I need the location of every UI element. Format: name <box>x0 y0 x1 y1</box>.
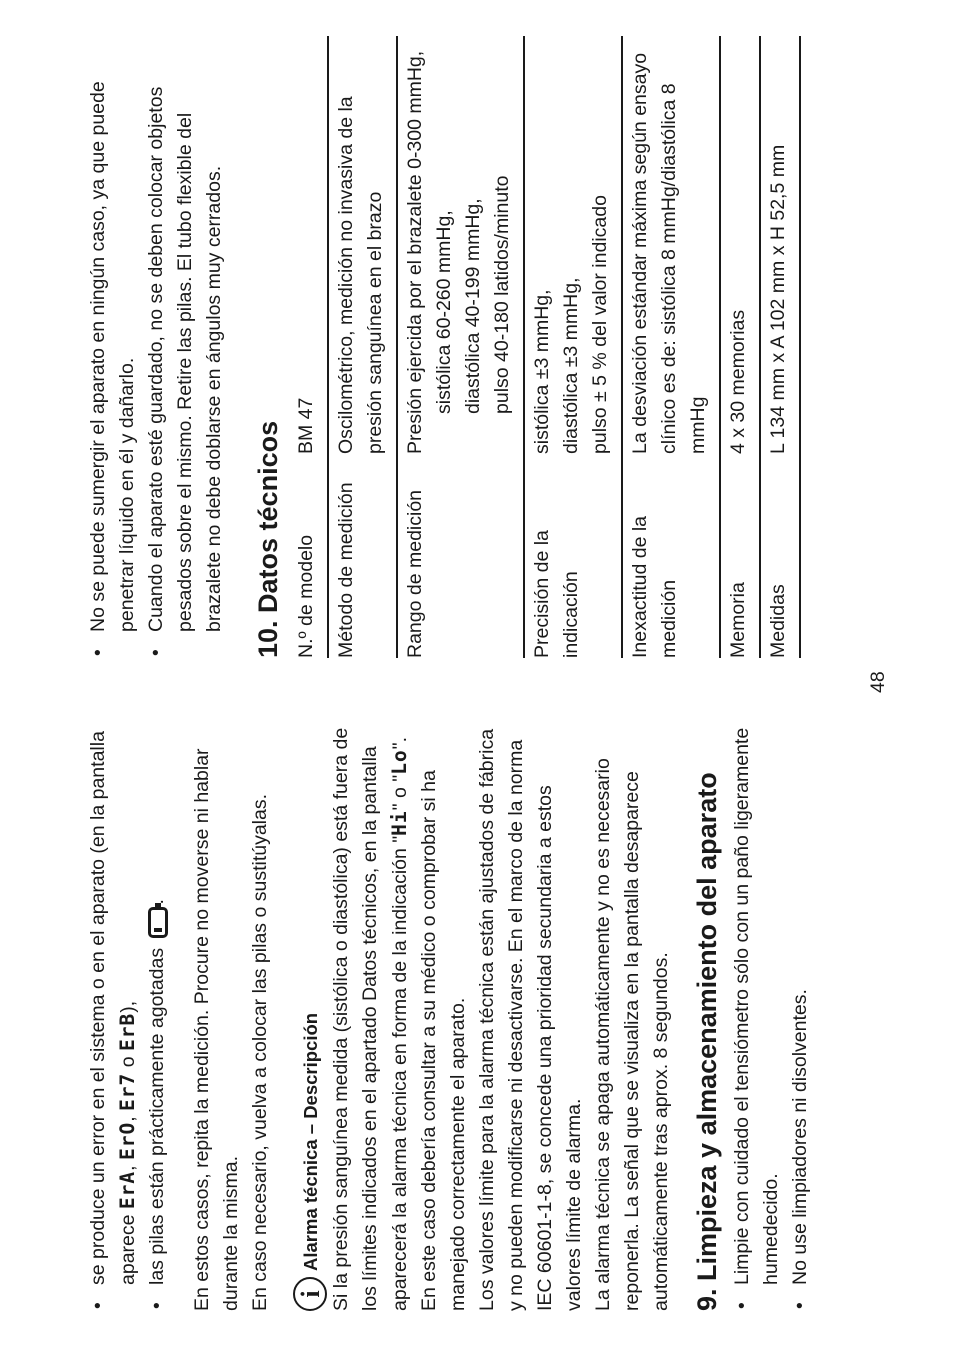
left-column <box>84 721 815 1311</box>
table-row <box>397 36 524 658</box>
alarm-paragraph: La alarma técnica se apaga automáticamente y no es necesario reponerla. La señal que se visualiza en la pantalla desaparece automáticamente tras aprox. 8 segundos. <box>592 758 672 1311</box>
table-row <box>720 36 760 658</box>
hi-code: Hi <box>388 810 411 836</box>
separator: , <box>117 1160 139 1171</box>
spec-label: Método de medición <box>328 454 397 658</box>
section-10-title: 10. Datos técnicos <box>253 420 283 658</box>
spec-label: Memoria <box>720 454 760 658</box>
table-row <box>289 36 328 658</box>
specs-table <box>289 36 801 658</box>
separator: , <box>117 1110 139 1122</box>
spec-value: La desviación estándar máxima según ensayo clínico es de: sistólica 8 mmHg/diastólica 8 mmHg <box>622 36 720 454</box>
paragraph: En caso necesario, vuelva a colocar las pilas o sustitúyalas. <box>249 793 271 1311</box>
table-row <box>622 36 720 658</box>
right-column <box>84 36 801 658</box>
spec-value: Oscilométrico, medición no invasiva de la presión sanguínea en el brazo <box>328 36 397 454</box>
spec-value: L 134 mm x A 102 mm x H 52,5 mm <box>760 36 800 454</box>
info-title: Alarma técnica – Descripción <box>299 1012 321 1271</box>
info-icon: i <box>293 1277 327 1311</box>
paragraph: En estos casos, repita la medición. Procure no moverse ni hablar durante la misma. <box>191 748 242 1311</box>
spec-value: BM 47 <box>295 397 317 454</box>
list-item <box>84 721 143 1311</box>
spec-line: diastólica 40-199 mmHg, <box>462 198 484 414</box>
spec-value <box>397 36 524 454</box>
spec-label: Precisión de la indicación <box>524 454 622 658</box>
spec-line: Presión ejercida por el brazalete 0-300 mmHg, <box>404 50 426 454</box>
error-code-er7: Er7 <box>116 1072 139 1111</box>
table-row <box>328 36 397 658</box>
spec-label: Medidas <box>760 454 800 658</box>
spec-line: sistólica 60-260 mmHg, <box>433 210 455 414</box>
list-item: • Limpie con cuidado el tensiómetro sólo con un paño ligeramente humedecido. <box>728 721 786 1311</box>
error-bullets <box>84 721 172 1311</box>
bullet-text-end: ), <box>117 1000 139 1013</box>
alarm-paragraph <box>327 721 473 1311</box>
spec-line: pulso 40-180 latidos/minuto <box>491 175 513 414</box>
bullet-text: se produce un error en el sistema o en el aparato (en la pantalla aparece <box>87 731 139 1285</box>
info-heading <box>293 721 327 1311</box>
alarm-text: " o " <box>389 774 411 811</box>
error-code-era: ErA <box>116 1170 139 1210</box>
battery-low-icon <box>148 907 168 938</box>
error-code-erb: ErB <box>116 1012 139 1052</box>
bullet-text: las pilas están prácticamente agotadas <box>146 942 168 1285</box>
alarm-paragraph: Los valores límite para la alarma técnica están ajustados de fábrica y no pueden modificarse ni desactivarse. En el marco de la norma IEC 60601-1-8, se concede una prioridad secundaria a estos valores límite de alarma. <box>476 728 585 1311</box>
section-9-title: 9. Limpieza y almacenamiento del aparato <box>692 772 722 1311</box>
page-number: 48 <box>867 671 889 693</box>
spec-value <box>524 36 622 454</box>
list-item: • No se puede sumergir el aparato en ningún caso, ya que puede penetrar líquido en él y dañarlo. <box>84 36 142 658</box>
spec-label: N.º de modelo <box>295 534 317 658</box>
spec-label: Inexactitud de la medición <box>622 454 720 658</box>
table-row <box>524 36 622 658</box>
spec-value: 4 x 30 memorias <box>720 36 760 454</box>
spec-line: diastólica ±3 mmHg, <box>560 277 582 454</box>
list-item: • Cuando el aparato esté guardado, no se deben colocar objetos pesados sobre el mismo. Retire las pilas. El tubo flexible del brazalete no debe doblarse en ángulos muy cerrados. <box>142 36 229 658</box>
table-row <box>760 36 800 658</box>
list-item: • No use limpiadores ni disolventes. <box>786 721 815 1311</box>
lo-code: Lo <box>388 749 411 775</box>
storage-bullets <box>84 36 229 658</box>
alarm-text: Si la presión sanguínea medida (sistólica o diastólica) está fuera de los límites indicados en el apartado Datos técnicos, en la pantalla aparecerá la alarma técnica en forma de la indicación " <box>330 727 411 1311</box>
list-item <box>143 721 172 1311</box>
spec-line: pulso ± 5 % del valor indicado <box>589 195 611 454</box>
spec-line: sistólica ±3 mmHg, <box>531 289 553 454</box>
cleaning-bullets <box>728 721 815 1311</box>
spec-label: Rango de medición <box>397 454 524 658</box>
bullet-text-end: . <box>146 899 168 905</box>
error-code-ero: ErO <box>116 1121 139 1161</box>
alarm-text: ". En este caso debería consultar a su médico o comprobar si ha manejado correctamente el aparato. <box>389 736 469 1311</box>
separator: o <box>117 1051 139 1073</box>
